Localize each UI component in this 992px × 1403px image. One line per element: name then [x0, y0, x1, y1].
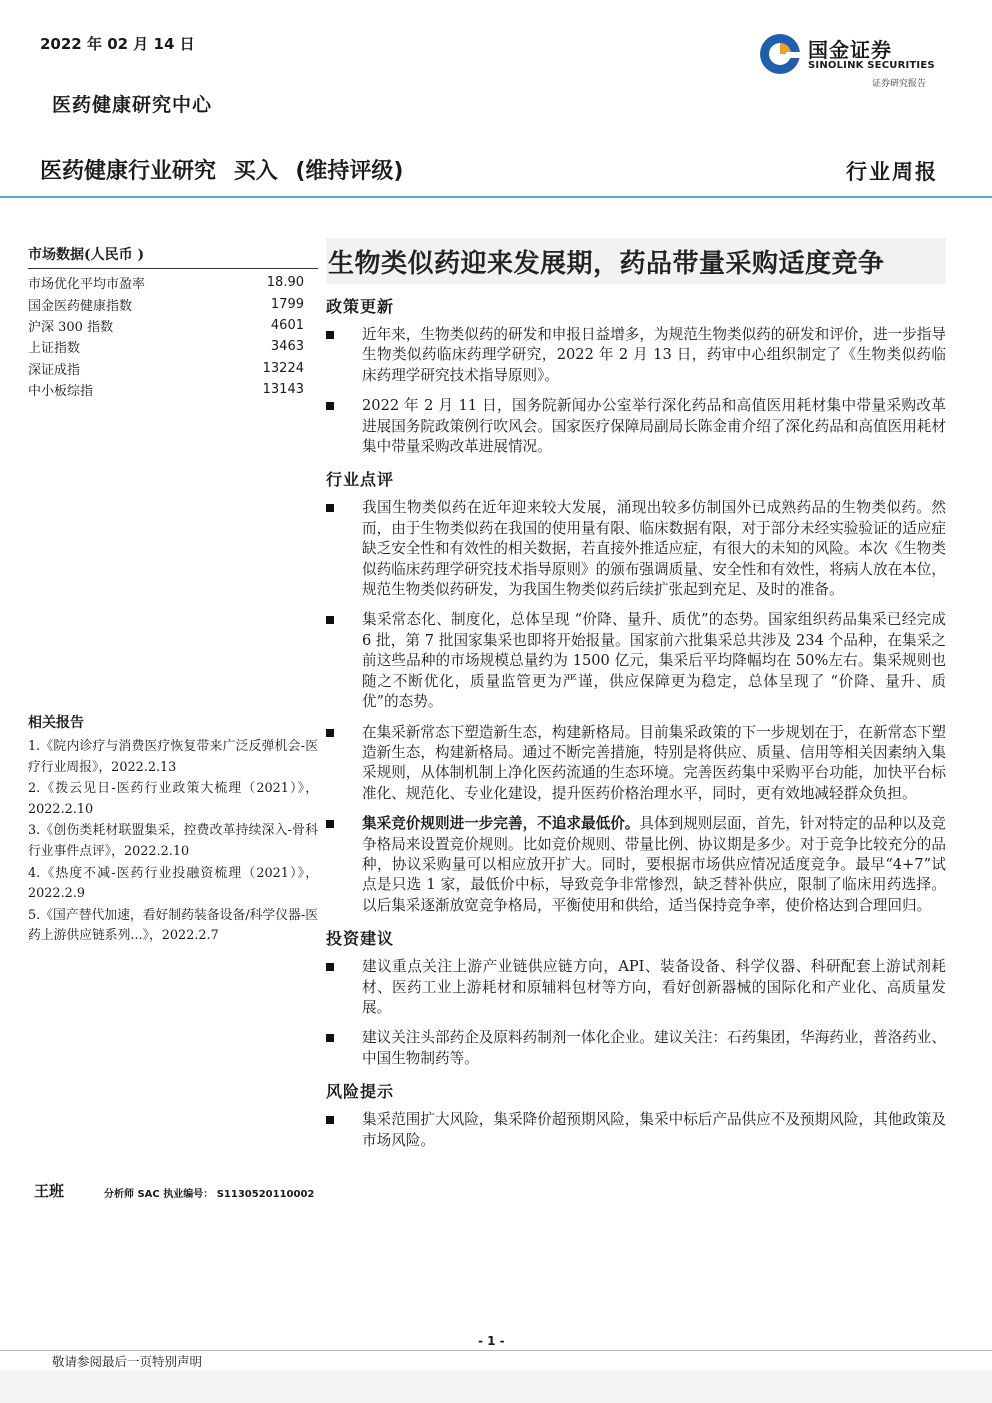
rating-note: (维持评级)	[295, 159, 404, 184]
market-data-panel	[28, 244, 318, 400]
logo-name-cn: 国金证券	[808, 38, 892, 62]
page-number: - 1 -	[478, 1334, 505, 1348]
market-data-rows	[28, 272, 318, 400]
market-data-title: 市场数据(人民币 )	[28, 244, 318, 269]
analyst-name: 王班	[34, 1182, 65, 1200]
footer-band	[0, 1370, 992, 1403]
market-row-value: 3463	[270, 339, 304, 355]
main-content	[326, 238, 946, 1161]
market-row-label: 国金医药健康指数	[28, 298, 133, 314]
bullet-text: 建议关注头部药企及原料药制剂一体化企业。建议关注：石药集团，华海药业，普洛药业、中国生物制药等。	[362, 1029, 946, 1067]
risk-bullet	[326, 1110, 946, 1151]
bullet-square-icon	[326, 729, 334, 737]
review-bullet	[326, 610, 946, 712]
logo-mark-icon	[756, 30, 804, 78]
market-row	[28, 379, 318, 400]
related-report-link[interactable]: 2.《拨云见日-医药行业政策大梳理（2021）》，2022.2.10	[28, 781, 318, 817]
market-row	[28, 272, 318, 293]
bullet-text: 在集采新常态下塑造新生态，构建新格局。目前集采政策的下一步规划在于，在新常态下塑造新生态，构建新格局。通过不断完善措施，特别是将供应、质量、信用等相关因素纳入集采规则，从体制机制上净化医药流通的生态环境。完善医药集中采购平台功能，加快平台标准化、规范化、专业化建设，提升医药价格治理水平，同时，更有效地减轻群众负担。	[362, 723, 946, 802]
disclaimer-note: 敬请参阅最后一页特别声明	[52, 1354, 203, 1369]
rating-label: 买入	[233, 159, 278, 184]
related-report-link[interactable]: 5.《国产替代加速，看好制药装备设备/科学仪器-医药上游供应链系列...》，2022.2.7	[28, 907, 318, 944]
bullet-square-icon	[326, 504, 334, 512]
invest-bullet	[326, 957, 946, 1018]
review-bullet	[326, 498, 946, 600]
market-row-value: 13224	[262, 360, 304, 376]
report-headline	[40, 154, 414, 185]
section-heading-policy: 政策更新	[326, 297, 395, 316]
industry-label: 医药健康行业研究	[40, 159, 217, 184]
section-heading-risk: 风险提示	[326, 1082, 395, 1102]
company-logo	[756, 30, 946, 90]
review-bullet	[326, 814, 946, 916]
invest-bullet	[326, 1028, 946, 1069]
bullet-square-icon	[326, 820, 334, 828]
market-row	[28, 358, 318, 379]
market-row	[28, 293, 318, 314]
bullet-text: 近年来，生物类似药的研发和申报日益增多，为规范生物类似药的研发和评价，进一步指导生物类似药临床药理学研究，2022 年 2 月 13 日，药审中心组织制定了《生物类似药临床药理学研究技术指导原则》。	[362, 326, 946, 384]
section-heading-invest: 投资建议	[326, 929, 395, 949]
market-row-label: 上证指数	[28, 341, 81, 357]
related-reports-list	[28, 737, 318, 948]
section-heading-review: 行业点评	[326, 470, 395, 490]
market-row-value: 4601	[270, 317, 304, 333]
policy-bullet	[326, 396, 946, 457]
market-row-label: 市场优化平均市盈率	[28, 277, 146, 293]
bullet-square-icon	[326, 616, 334, 624]
bullet-text: 具体到规则层面，首先，针对特定的品种以及竞争格局来设置竞价规则。比如竞价规则、带量比例、协议期是多少。对于竞争比较充分的品种，协议采购量可以相应放开扩大。同时，要根据市场供应情况适度竞争。最早“4+7”试点是只选 1 家，最低价中标，导致竞争非常惨烈，缺乏替补供应，限制了临床用药选择。以后集采逐渐放宽竞争格局，平衡使用和供给，适当保持竞争率，使价格达到合理回归。	[362, 815, 946, 914]
bullet-text: 我国生物类似药在近年迎来较大发展，涌现出较多仿制国外已成熟药品的生物类似药。然而，由于生物类似药在我国的使用量有限、临床数据有限，对于部分未经实验验证的适应症缺乏安全性和有效性的相关数据，若直接外推适应症，有很大的未知的风险。本次《生物类似药临床药理学研究技术指导原则》的颁布强调质量、安全性和有效性，将病人放在本位，规范生物类似药研发，为我国生物类似药后续扩张起到充足、及时的准备。	[362, 499, 946, 599]
bullet-text: 2022 年 2 月 11 日，国务院新闻办公室举行深化药品和高值医用耗材集中带量采购改革进展国务院政策例行吹风会。国家医疗保障局副局长陈金甫介绍了深化药品和高值医用耗材集中带量采购改革进展情况。	[362, 397, 946, 456]
bullet-square-icon	[326, 331, 334, 339]
bullet-square-icon	[326, 963, 334, 971]
market-row-value: 18.90	[266, 275, 304, 291]
bullet-square-icon	[326, 1116, 334, 1124]
related-reports-title: 相关报告	[28, 715, 84, 731]
department-name: 医药健康研究中心	[52, 94, 213, 116]
bullet-square-icon	[326, 402, 334, 410]
review-bullet	[326, 723, 946, 805]
analyst-sac-id: 分析师 SAC 执业编号： S1130520110002	[104, 1189, 315, 1200]
bullet-square-icon	[326, 1034, 334, 1042]
bullet-text: 集采范围扩大风险，集采降价超预期风险，集采中标后产品供应不及预期风险，其他政策及市场风险。	[362, 1111, 946, 1149]
market-row-label: 沪深 300 指数	[28, 319, 114, 335]
market-row-value: 1799	[270, 296, 304, 312]
article-title: 生物类似药迎来发展期，药品带量采购适度竞争	[328, 248, 885, 279]
bullet-text: 集采常态化、制度化，总体呈现 “价降、量升、质优”的态势。国家组织药品集采已经完成 6 批，第 7 批国家集采也即将开始报量。国家前六批集采总共涉及 234 个品种，在集采之前这些品种的市场规模总量约为 1500 亿元，集采后平均降幅均在 50%左右。集采规则也随之不断优化，质量监管更为严谨，供应保障更为稳定，总体呈现了 “价降、量升、质优”的态势。	[362, 611, 946, 711]
report-type: 行业周报	[846, 159, 938, 184]
bullet-text: 建议重点关注上游产业链供应链方向，API、装备设备、科学仪器、科研配套上游试剂耗材、医药工业上游耗材和原辅料包材等方向，看好创新器械的国际化和产业化、高质量发展。	[362, 958, 946, 1016]
related-report-link[interactable]: 3.《创伤类耗材联盟集采，控费改革持续深入-骨科行业事件点评》，2022.2.10	[28, 823, 318, 859]
header-divider	[0, 196, 992, 198]
related-report-link[interactable]: 1.《院内诊疗与消费医疗恢复带来广泛反弹机会-医疗行业周报》，2022.2.13	[28, 739, 318, 775]
related-report-link[interactable]: 4.《热度不减-医药行业投融资梳理（2021）》，2022.2.9	[28, 865, 318, 902]
footer-divider	[0, 1350, 992, 1351]
logo-name-en: SINOLINK SECURITIES	[808, 60, 935, 71]
market-row-value: 13143	[262, 382, 304, 398]
market-row-label: 深证成指	[28, 362, 81, 378]
article-title-bar	[326, 238, 946, 284]
logo-subtitle: 证券研究报告	[872, 79, 927, 89]
market-row	[28, 336, 318, 357]
market-row	[28, 315, 318, 336]
market-row-label: 中小板综指	[28, 384, 94, 400]
report-date: 2022 年 02 月 14 日	[40, 35, 195, 53]
bullet-bold-lead: 集采竞价规则进一步完善，不追求最低价。	[362, 815, 640, 833]
policy-bullet	[326, 325, 946, 386]
